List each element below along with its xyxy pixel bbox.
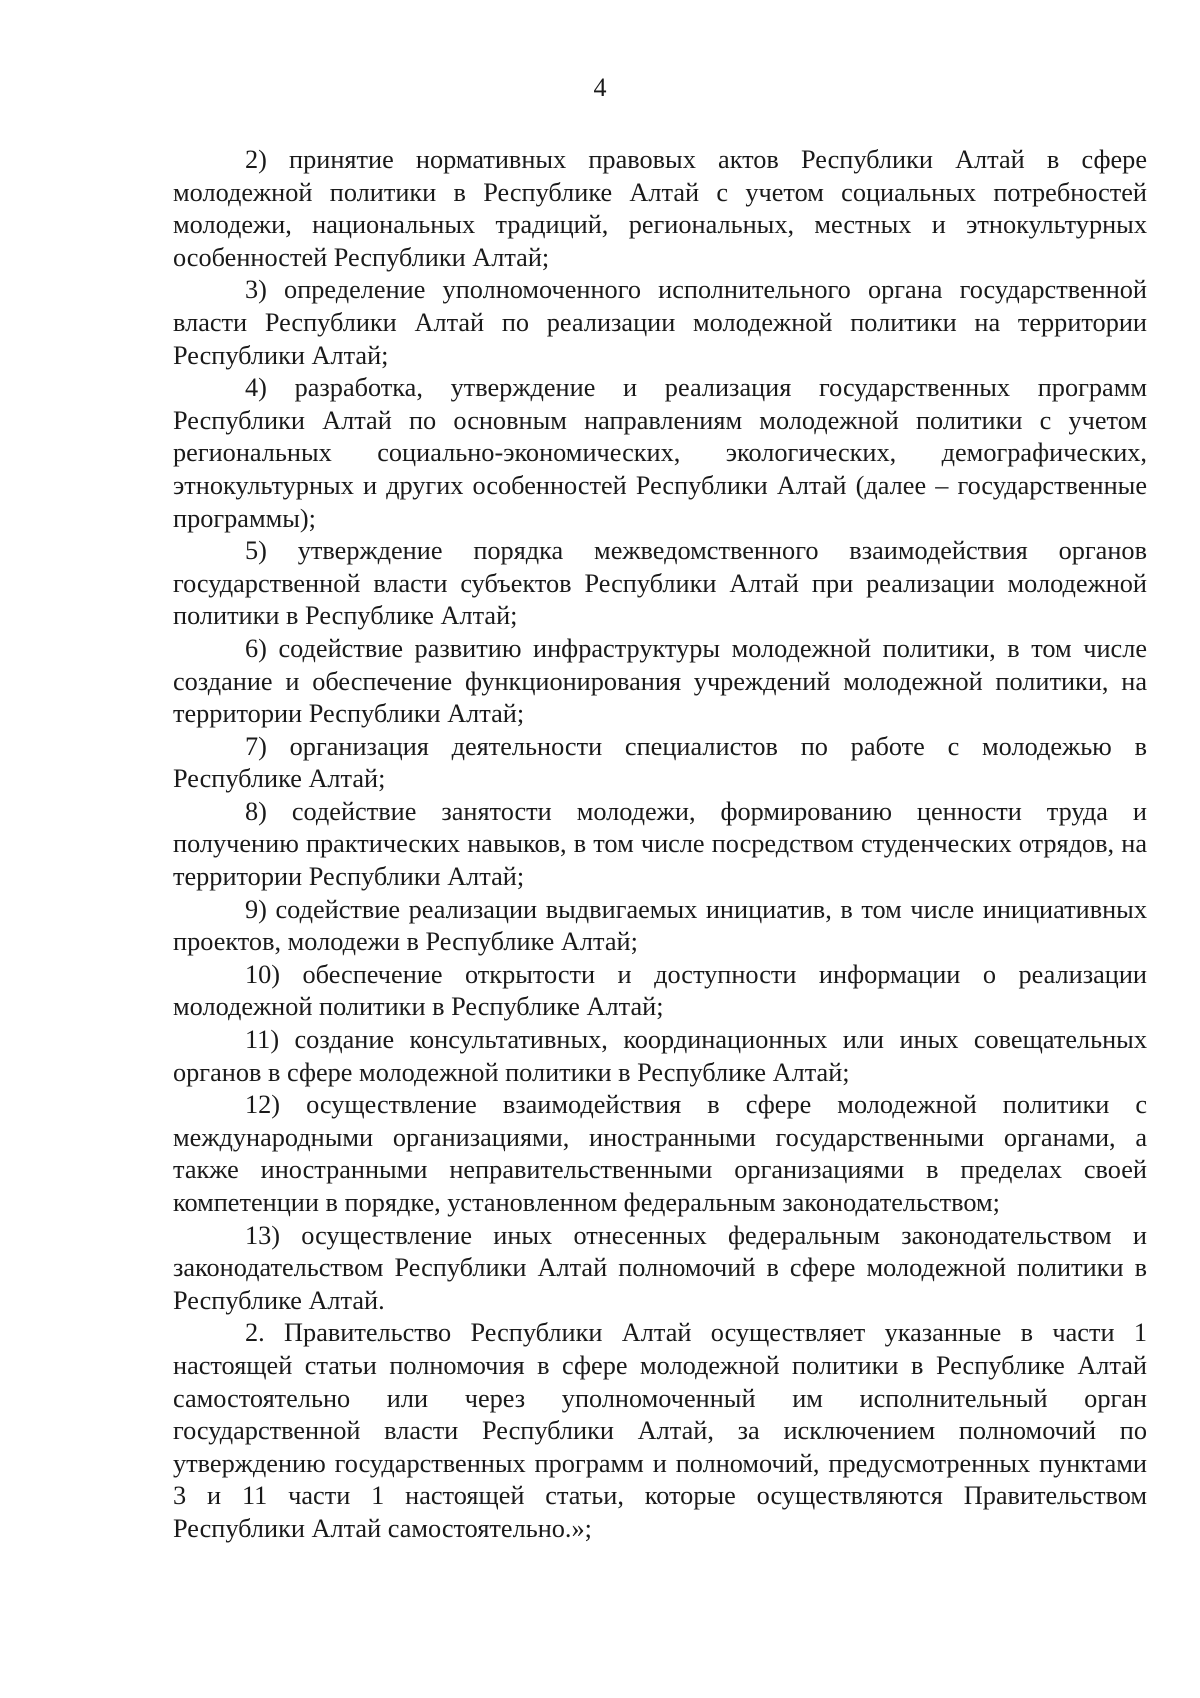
paragraph-item-3: 3) определение уполномоченного исполнительного органа государственной власти Республики Алтай по реализации молодежной политики на территории Республики Алтай; <box>173 275 1147 370</box>
paragraph-item-2: 2) принятие нормативных правовых актов Республики Алтай в сфере молодежной политики в Республике Алтай с учетом социальных потребностей молодежи, национальных традиций, региональных, местных и этнокультурных особенностей Республики Алтай; <box>173 145 1147 272</box>
paragraph-item-10: 10) обеспечение открытости и доступности информации о реализации молодежной политики в Республике Алтай; <box>173 959 1147 1022</box>
paragraph-item-11: 11) создание консультативных, координационных или иных совещательных органов в сфере молодежной политики в Республике Алтай; <box>173 1025 1147 1087</box>
paragraph-item-7: 7) организация деятельности специалистов по работе с молодежью в Республике Алтай; <box>173 731 1147 794</box>
paragraph-item-12: 12) осуществление взаимодействия в сфере молодежной политики с международными организациями, иностранными государственными органами, а также иностранными неправительственными организациями в пределах своей компетенции в порядке, установленном федеральным законодательством; <box>173 1090 1147 1217</box>
paragraph-item-5: 5) утверждение порядка межведомственного взаимодействия органов государственной власти субъектов Республики Алтай при реализации молодежной политики в Республике Алтай; <box>173 536 1147 631</box>
paragraph-item-13: 13) осуществление иных отнесенных федеральным законодательством и законодательством Республики Алтай полномочий в сфере молодежной политики в Республике Алтай. <box>173 1220 1147 1315</box>
page-number: 4 <box>593 73 607 102</box>
document-body <box>173 144 1147 1546</box>
paragraph-item-6: 6) содействие развитию инфраструктуры молодежной политики, в том числе создание и обеспечение функционирования учреждений молодежной политики, на территории Республики Алтай; <box>173 633 1147 729</box>
paragraph-item-4: 4) разработка, утверждение и реализация государственных программ Республики Алтай по основным направлениям молодежной политики с учетом региональных социально-экономических, экологических, демографических, этнокультурных и других особенностей Республики Алтай (далее – государственные программы); <box>173 373 1147 533</box>
paragraph-part-2: 2. Правительство Республики Алтай осуществляет указанные в части 1 настоящей статьи полномочия в сфере молодежной политики в Республике Алтай самостоятельно или через уполномоченный им исполнительный орган государственной власти Республики Алтай, за исключением полномочий по утверждению государственных программ и полномочий, предусмотренных пунктами 3 и 11 части 1 настоящей статьи, которые осуществляются Правительством Республики Алтай самостоятельно.»; <box>173 1318 1147 1543</box>
paragraph-item-9: 9) содействие реализации выдвигаемых инициатив, в том числе инициативных проектов, молодежи в Республике Алтай; <box>173 894 1147 957</box>
paragraph-item-8: 8) содействие занятости молодежи, формированию ценности труда и получению практических навыков, в том числе посредством студенческих отрядов, на территории Республики Алтай; <box>173 796 1147 892</box>
